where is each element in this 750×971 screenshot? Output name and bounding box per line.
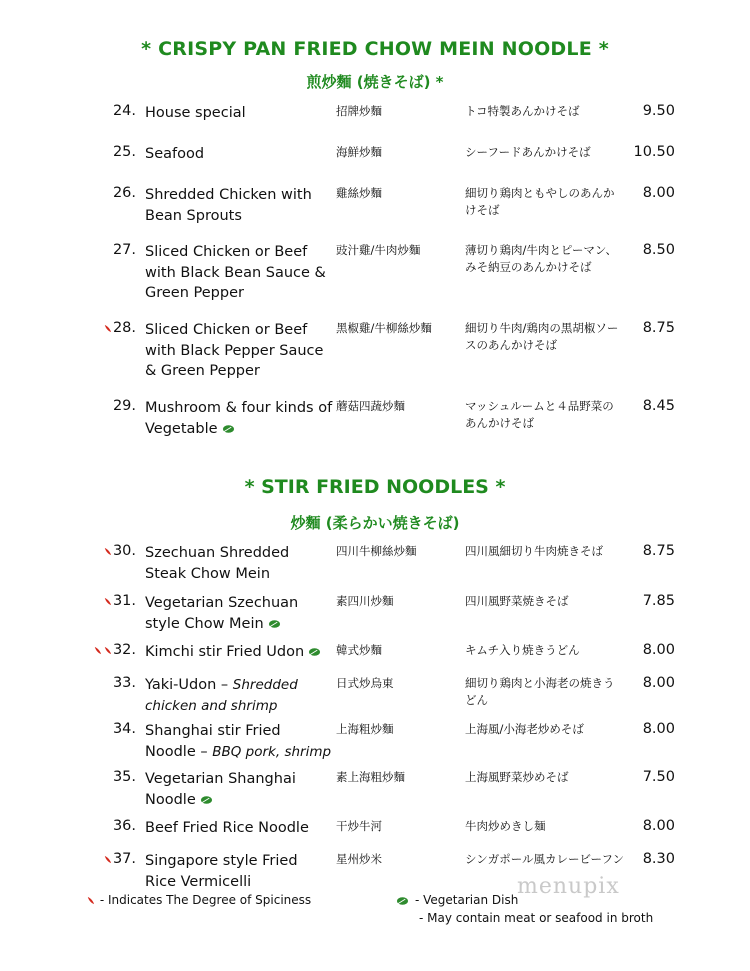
item-name: Sliced Chicken or Beef with Black Bean Sauce & Green Pepper xyxy=(145,244,326,301)
section2-title: * STIR FRIED NOODLES * xyxy=(244,476,506,498)
item-japanese-name: 薄切り鶏肉/牛肉とピーマン、みそ納豆のあんかけそば xyxy=(465,243,617,274)
item-name: Yaki-Udon – Shredded chicken and shrimp xyxy=(145,677,298,714)
watermark: menupix xyxy=(517,874,620,899)
item-number: 27. xyxy=(112,242,136,258)
item-price: 8.00 xyxy=(642,818,675,834)
item-number: 33. xyxy=(112,675,136,691)
item-number: 34. xyxy=(112,721,136,737)
item-name: Vegetarian Szechuan style Chow Mein xyxy=(145,595,299,632)
item-name: Vegetarian Shanghai Noodle xyxy=(145,771,296,808)
item-chinese-name: 雞絲炒麵 xyxy=(336,186,382,200)
vegetarian-legend: - Vegetarian Dish xyxy=(396,893,518,907)
spiciness-legend: - Indicates The Degree of Spiciness xyxy=(86,893,311,907)
item-chinese-name: 蘑菇四蔬炒麵 xyxy=(336,399,405,413)
item-price: 10.50 xyxy=(633,144,675,160)
item-japanese-name: シーフードあんかけそば xyxy=(465,145,591,159)
item-japanese-name: 四川風野菜焼きそば xyxy=(465,594,569,608)
item-price: 8.75 xyxy=(642,320,675,336)
chili-pepper-icon xyxy=(103,324,112,333)
item-name: House special xyxy=(145,105,246,121)
item-chinese-name: 四川牛柳絲炒麵 xyxy=(336,544,417,558)
item-japanese-name: 上海風/小海老炒めそば xyxy=(465,722,584,736)
vegetarian-leaf-icon xyxy=(308,647,321,657)
item-number: 32. xyxy=(90,642,136,658)
vegetarian-leaf-icon xyxy=(200,795,213,805)
item-chinese-name: 素四川炒麵 xyxy=(336,594,394,608)
item-japanese-name: 細切り鶏肉と小海老の焼きうどん xyxy=(465,676,615,707)
vegetarian-leaf-icon xyxy=(396,896,409,906)
item-name: Beef Fried Rice Noodle xyxy=(145,820,309,836)
chili-pepper-icon xyxy=(103,597,112,606)
item-chinese-name: 韓式炒麵 xyxy=(336,643,382,657)
item-japanese-name: 細切り鶏肉ともやしのあんかけそば xyxy=(465,186,615,217)
vegetarian-leaf-icon xyxy=(222,424,235,434)
item-chinese-name: 招牌炒麵 xyxy=(336,104,382,118)
item-description: BBQ pork, shrimp xyxy=(212,743,332,760)
item-name: Sliced Chicken or Beef with Black Pepper Sauce & Green Pepper xyxy=(145,322,324,379)
item-price: 8.00 xyxy=(642,642,675,658)
item-name: Shanghai stir Fried Noodle – BBQ pork, shrimp xyxy=(145,723,332,760)
item-price: 8.50 xyxy=(642,242,675,258)
item-price: 8.00 xyxy=(642,721,675,737)
item-number: 26. xyxy=(112,185,136,201)
item-chinese-name: 豉汁雞/牛肉炒麵 xyxy=(336,243,421,257)
item-japanese-name: トコ特製あんかけそば xyxy=(465,104,580,118)
item-japanese-name: シンガポール風カレービーフン xyxy=(465,852,624,866)
item-name: Mushroom & four kinds of Vegetable xyxy=(145,400,333,437)
item-number: 25. xyxy=(112,144,136,160)
item-japanese-name: キムチ入り焼きうどん xyxy=(465,643,580,657)
item-number: 30. xyxy=(100,543,136,559)
item-chinese-name: 日式炒烏東 xyxy=(336,676,394,690)
item-chinese-name: 海鮮炒麵 xyxy=(336,145,382,159)
chili-pepper-icon xyxy=(103,547,112,556)
item-number: 28. xyxy=(100,320,136,336)
item-name: Szechuan Shredded Steak Chow Mein xyxy=(145,545,290,582)
item-number: 37. xyxy=(100,851,136,867)
item-japanese-name: 牛肉炒めきし麺 xyxy=(465,819,546,833)
item-price: 7.85 xyxy=(642,593,675,609)
item-price: 8.75 xyxy=(642,543,675,559)
item-number: 24. xyxy=(112,103,136,119)
broth-note: - May contain meat or seafood in broth xyxy=(419,911,654,925)
item-name: Seafood xyxy=(145,146,205,162)
vegetarian-leaf-icon xyxy=(268,619,281,629)
section1-title: * CRISPY PAN FRIED CHOW MEIN NOODLE * xyxy=(141,38,609,60)
item-price: 8.00 xyxy=(642,675,675,691)
item-number: 29. xyxy=(112,398,136,414)
item-japanese-name: 細切り牛肉/鶏肉の黒胡椒ソースのあんかけそば xyxy=(465,321,619,352)
chili-pepper-icon xyxy=(86,896,95,905)
item-chinese-name: 干炒牛河 xyxy=(336,819,382,833)
item-name: Singapore style Fried Rice Vermicelli xyxy=(145,853,298,890)
item-japanese-name: 上海風野菜炒めそば xyxy=(465,770,569,784)
chili-pepper-icon xyxy=(103,855,112,864)
chili-pepper-icon xyxy=(103,646,112,655)
section2-title-jp: 炒麵 (柔らかい焼きそば) xyxy=(290,514,460,532)
item-japanese-name: マッシュルームと４品野菜のあんかけそば xyxy=(465,399,614,430)
item-number: 36. xyxy=(112,818,136,834)
item-price: 8.45 xyxy=(642,398,675,414)
section1-title-jp: 煎炒麵 (焼きそば) * xyxy=(306,73,444,91)
item-price: 8.00 xyxy=(642,185,675,201)
item-price: 7.50 xyxy=(642,769,675,785)
item-description: Shredded chicken and shrimp xyxy=(145,677,298,714)
item-chinese-name: 黑椒雞/牛柳絲炒麵 xyxy=(336,321,432,335)
item-name: Kimchi stir Fried Udon xyxy=(145,642,345,663)
item-japanese-name: 四川風細切り牛肉焼きそば xyxy=(465,544,603,558)
chili-pepper-icon xyxy=(93,646,102,655)
item-chinese-name: 上海粗炒麵 xyxy=(336,722,394,736)
item-price: 9.50 xyxy=(642,103,675,119)
item-number: 31. xyxy=(100,593,136,609)
item-chinese-name: 星州炒米 xyxy=(336,852,382,866)
item-number: 35. xyxy=(112,769,136,785)
item-name: Shredded Chicken with Bean Sprouts xyxy=(145,187,312,224)
item-chinese-name: 素上海粗炒麵 xyxy=(336,770,405,784)
item-price: 8.30 xyxy=(642,851,675,867)
